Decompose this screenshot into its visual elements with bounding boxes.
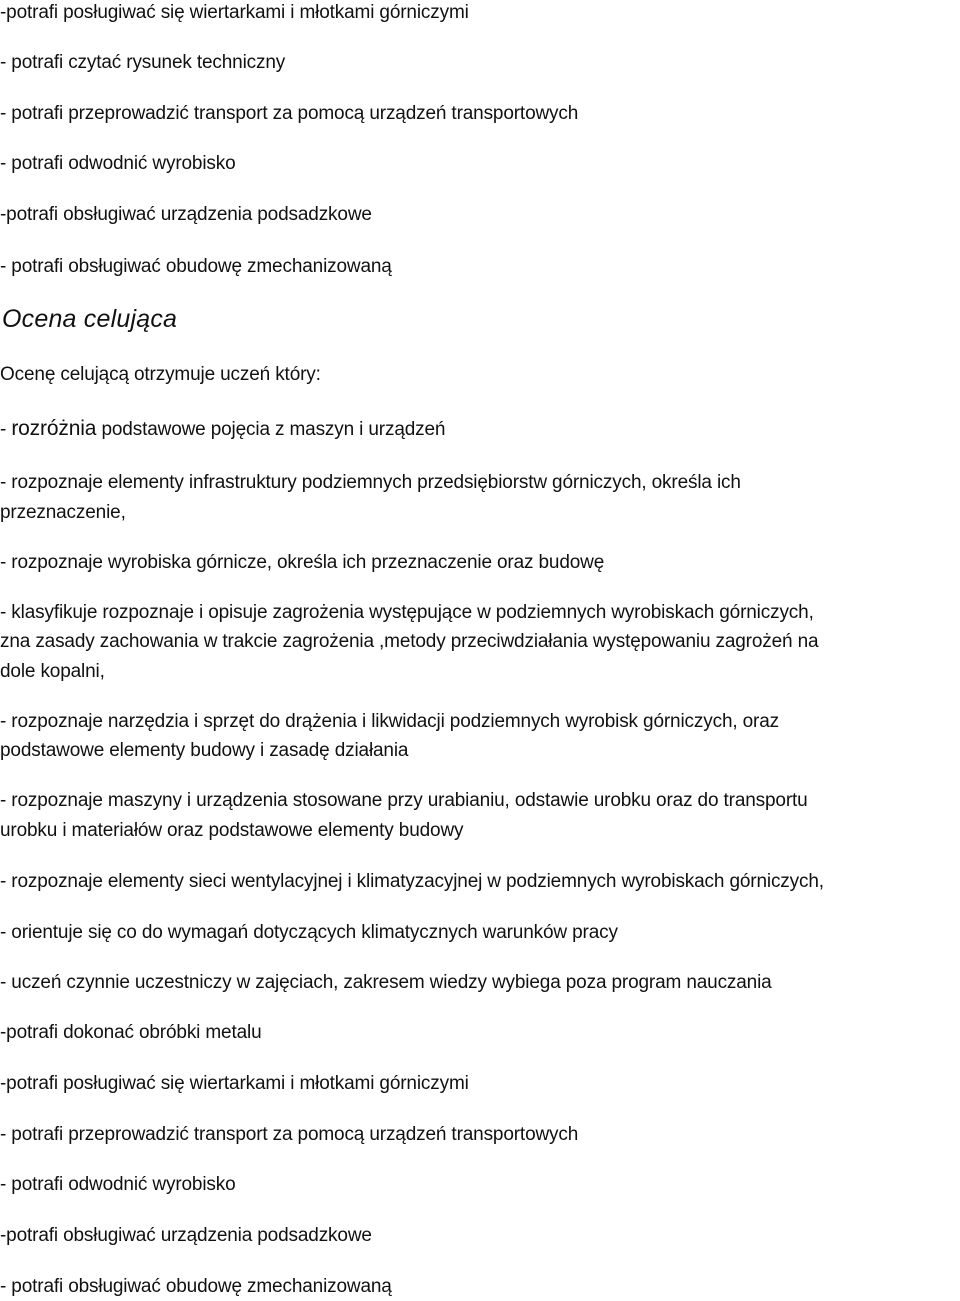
list-item-prefix: - [0,419,12,440]
list-item: -potrafi obsługiwać urządzenia podsadzkowe [0,204,372,225]
list-item: - potrafi przeprowadzić transport za pomocą urządzeń transportowych [0,103,579,124]
list-item: - potrafi przeprowadzić transport za pomocą urządzeń transportowych [0,1124,579,1145]
list-item-continuation: przeznaczenie, [0,502,126,523]
list-item-keyword: rozróżnia [11,417,97,440]
list-item: -potrafi posługiwać się wiertarkami i młotkami górniczymi [0,1073,469,1094]
list-item: - rozpoznaje wyrobiska górnicze, określa ich przeznaczenie oraz budowę [0,552,605,573]
list-item: -potrafi obsługiwać urządzenia podsadzkowe [0,1225,372,1246]
list-item [0,414,445,444]
list-item: - uczeń czynnie uczestniczy w zajęciach, zakresem wiedzy wybiega poza program nauczania [0,972,772,993]
list-item: -potrafi posługiwać się wiertarkami i młotkami górniczymi [0,2,469,23]
section-intro: Ocenę celującą otrzymuje uczeń który: [0,364,321,385]
list-item: - rozpoznaje maszyny i urządzenia stosowane przy urabianiu, odstawie urobku oraz do transportu [0,790,808,811]
list-item-continuation: podstawowe elementy budowy i zasadę działania [0,740,409,761]
list-item: - potrafi obsługiwać obudowę zmechanizowaną [0,1276,392,1297]
list-item: - rozpoznaje elementy infrastruktury podziemnych przedsiębiorstw górniczych, określa ich [0,472,741,493]
list-item: - potrafi obsługiwać obudowę zmechanizowaną [0,256,392,277]
list-item: -potrafi dokonać obróbki metalu [0,1022,262,1043]
section-heading: Ocena celująca [2,305,178,333]
list-item-continuation: zna zasady zachowania w trakcie zagrożenia ,metody przeciwdziałania występowaniu zagrożeń na [0,631,819,652]
list-item: - potrafi czytać rysunek techniczny [0,52,286,73]
list-item-text: podstawowe pojęcia z maszyn i urządzeń [96,419,446,440]
list-item: - rozpoznaje narzędzia i sprzęt do drążenia i likwidacji podziemnych wyrobisk górniczych, oraz [0,711,779,732]
list-item-continuation: urobku i materiałów oraz podstawowe elementy budowy [0,820,464,841]
list-item: - rozpoznaje elementy sieci wentylacyjnej i klimatyzacyjnej w podziemnych wyrobiskach górniczych, [0,871,824,892]
list-item: - potrafi odwodnić wyrobisko [0,153,236,174]
list-item: - orientuje się co do wymagań dotyczących klimatycznych warunków pracy [0,922,618,943]
list-item: - klasyfikuje rozpoznaje i opisuje zagrożenia występujące w podziemnych wyrobiskach górniczych, [0,602,814,623]
list-item-continuation: dole kopalni, [0,661,105,682]
list-item: - potrafi odwodnić wyrobisko [0,1174,236,1195]
